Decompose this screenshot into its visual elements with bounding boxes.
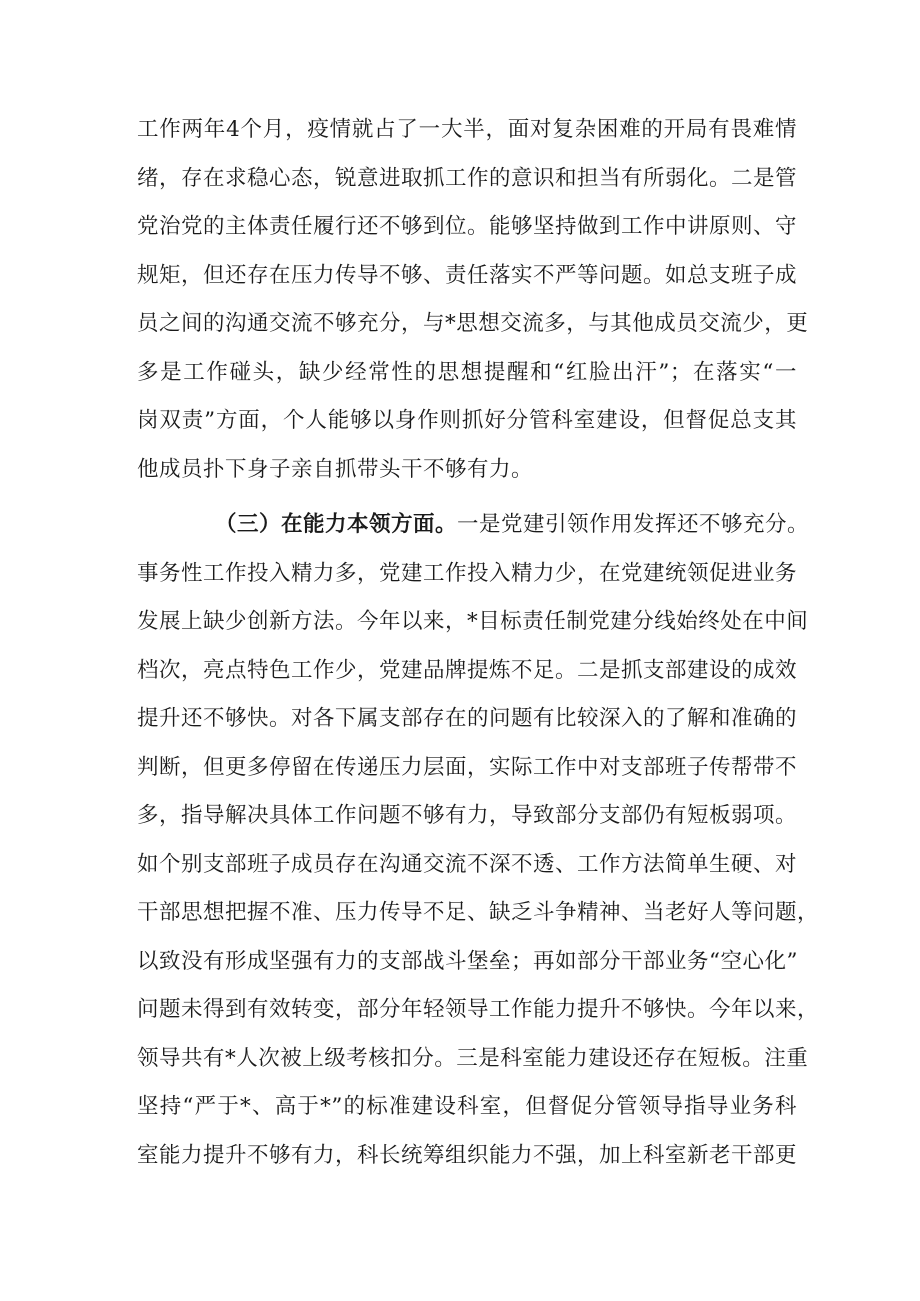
paragraph-line: 多，指导解决具体工作问题不够有力，导致部分支部仍有短板弱项。 <box>137 803 798 828</box>
paragraph-line: 岗双责”方面，个人能够以身作则抓好分管科室建设，但督促总支其 <box>137 408 797 433</box>
section-heading-rest: 一是党建引领作用发挥还不够充分。 <box>457 512 810 537</box>
paragraph-line: 发展上缺少创新方法。今年以来，*目标责任制党建分线始终处在中间 <box>137 609 809 634</box>
paragraph-line: 档次，亮点特色工作少，党建品牌提炼不足。二是抓支部建设的成效 <box>137 658 798 683</box>
paragraph-line: 如个别支部班子成员存在沟通交流不深不透、工作方法简单生硬、对 <box>137 852 798 877</box>
paragraph-line: 规矩，但还存在压力传导不够、责任落实不严等问题。如总支班子成 <box>137 263 798 288</box>
paragraph-line: 党治党的主体责任履行还不够到位。能够坚持做到工作中讲原则、守 <box>137 214 798 239</box>
paragraph-line: 提升还不够快。对各下属支部存在的问题有比较深入的了解和准确的 <box>137 706 798 731</box>
paragraph-line: 他成员扑下身子亲自抓带头干不够有力。 <box>137 457 534 482</box>
paragraph-line: 以致没有形成坚强有力的支部战斗堡垒；再如部分干部业务“空心化” <box>137 949 798 974</box>
paragraph-line: 多是工作碰头，缺少经常性的思想提醒和“红脸出汗”；在落实“一 <box>137 360 797 385</box>
paragraph-line: 领导共有*人次被上级考核扣分。三是科室能力建设还存在短板。注重 <box>137 1046 809 1071</box>
section-heading-line <box>215 510 810 540</box>
paragraph-line: 问题未得到有效转变，部分年轻领导工作能力提升不够快。今年以来， <box>137 997 820 1022</box>
paragraph-line: 事务性工作投入精力多，党建工作投入精力少，在党建统领促进业务 <box>137 561 798 586</box>
paragraph-line: 干部思想把握不准、压力传导不足、缺乏斗争精神、当老好人等问题， <box>137 900 820 925</box>
paragraph-line: 室能力提升不够有力，科长统筹组织能力不强，加上科室新老干部更 <box>137 1143 798 1168</box>
paragraph-line: 判断，但更多停留在传递压力层面，实际工作中对支部班子传帮带不 <box>137 755 798 780</box>
paragraph-line: 工作两年4个月，疫情就占了一大半，面对复杂困难的开局有畏难情 <box>137 117 797 142</box>
paragraph-line: 绪，存在求稳心态，锐意进取抓工作的意识和担当有所弱化。二是管 <box>137 166 798 191</box>
paragraph-line: 坚持“严于*、高于*”的标准建设科室，但督促分管领导指导业务科 <box>137 1094 797 1119</box>
paragraph-line: 员之间的沟通交流不够充分，与*思想交流多，与其他成员交流少，更 <box>137 311 809 336</box>
section-heading: （三）在能力本领方面。 <box>215 512 458 537</box>
